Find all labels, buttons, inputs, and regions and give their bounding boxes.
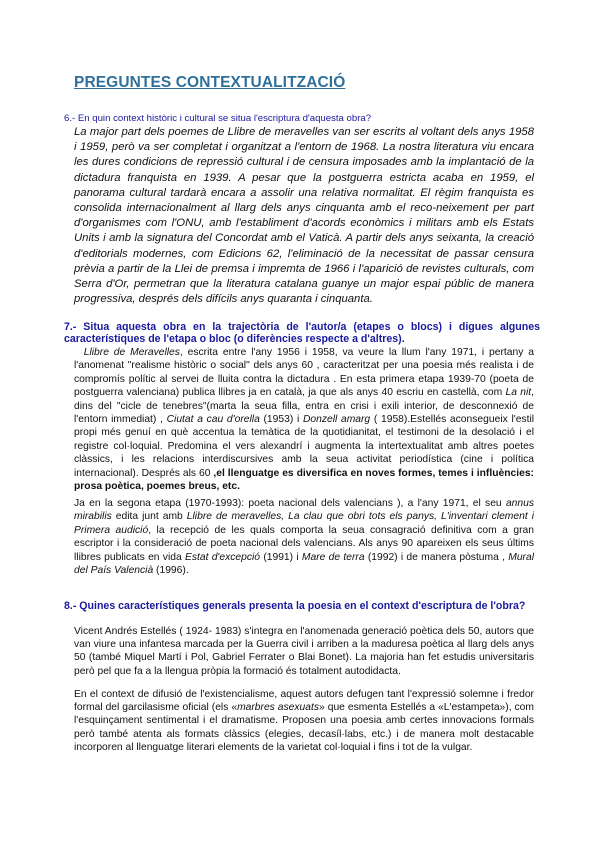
text-segment: En el context de difusió de l'existencialisme, aquest autors defugen tant l'expressió solemne i fredor formal del garcilasisme oficial (els « bbox=[74, 689, 534, 714]
book-title-la-nit: La nit bbox=[505, 387, 532, 399]
text-segment: , escrita entre l'any 1956 i 1958, va veure la llum l'any 1971, i pertany a l'anomenat "realisme històric o social" dels anys 60 , caracteritzat per una poesia més realista i de compromís polític al servei de lluita contra la dictadura . En esta primera etapa 1939-70 (poeta de postguerra valenciana) publica llibres ja en català, ja que als anys 40 escriu en castellà, com bbox=[74, 347, 534, 399]
book-title-llibre-de-meravelles: Llibre de Meravelles bbox=[83, 347, 180, 358]
answer-8-paragraph-2 bbox=[74, 688, 534, 754]
text-segment: , dins del "cicle de tenebres"(marta la seua filla, entra en crisi i exili interior, de desconnexió de l'entorn immediat) , bbox=[74, 387, 534, 426]
book-title-estat-dexcepcio: Estat d'excepció bbox=[184, 551, 261, 563]
question-7: 7.- Situa aquesta obra en la trajectòria de l'autor/a (etapes o blocs) i digues algunes característiques de l'etapa o bloc (o diferències respecte a d'altres). bbox=[64, 321, 540, 345]
text-segment: Ja en la segona etapa (1970-1993): poeta nacional dels valencians ), a l'any 1971, el seu bbox=[74, 498, 506, 509]
page-title: PREGUNTES CONTEXTUALITZACIÓ bbox=[74, 74, 346, 91]
text-segment: ( 1958).Estellés aconsegueix l'estil propi més genuí en què accentua la temàtica de la quotidianitat, el testimoni de la desolació i el registre col·loquial. Predomina el vers alexandrí i augmenta la intertextualitat amb altres poetes clàssics, i les relacions interdiscursives amb la seua activitat periodística (cine i política internacional). Després als 60 bbox=[74, 414, 535, 479]
bold-highlight: ,el llenguatge es diversifica en noves formes, temes i influències: prosa poètica, poemes breus, etc. bbox=[74, 467, 534, 493]
book-titles-list: Llibre de meravelles, La clau que obri tots els panys, L'inventari clement i Primera audició bbox=[74, 511, 535, 536]
answer-7-paragraph-1 bbox=[74, 346, 534, 493]
book-title-ciutat-a-cau-dorella: Ciutat a cau d'orella bbox=[166, 414, 260, 426]
text-segment: , la recepció de les quals comporta la seua consagració definitiva com a gran escriptor i la consideració de poeta nacional dels valencians. Als anys 90 apareixen els seus últims llibres publicats en vida bbox=[74, 524, 534, 563]
text-segment: (1953) i bbox=[259, 414, 303, 426]
answer-6: La major part dels poemes de Llibre de meravelles van ser escrits al voltant dels anys 1958 i 1959, però va ser completat i organitzat a l'entorn de 1968. La nostra literatura viu encara les dures condicions de repressió cultural i de censura imposades amb la implantació de la dictadura franquista en 1939. A pesar que la postguerra estricta acaba en 1959, el panorama cultural tardarà encara a assolir una relativa normalitat. El règim franquista es consolida internacionalment al llarg dels anys cinquanta amb el reco-neixement per part d'organismes com l'ONU, amb l'establiment d'acords econòmics i militars amb els Estats Units i amb la signatura del Concordat amb el Vaticà. A partir dels anys seixanta, la creació d'editorials modernes, com Edicions 62, l'eliminació de la necessitat de passar censura prèvia a partir de la Llei de premsa i impremta de 1966 i l'aparició de revistes culturals, com Serra d'Or, permetran que la literatura catalana guanye un major espai públic de manera progressiva, després dels difícils anys quaranta i cinquanta. bbox=[74, 126, 534, 306]
text-segment: » que esmenta Estellés a «L'estampeta»), com l'esquinçament sentimental i el dramatisme. Proposen una poesia amb certes innovacions formals però també atenta als formats clàssics (elegies, decasíl·labs, etc.) i de manera molt destacable incorporen al llenguatge literari elements de la varietat col·loquial i fins i tot de la vulgar. bbox=[74, 702, 534, 753]
text-segment: (1991) i bbox=[260, 551, 302, 563]
answer-7-paragraph-2 bbox=[74, 497, 534, 577]
text-segment: edita junt amb bbox=[111, 511, 187, 523]
question-8: 8.- Quines característiques generals presenta la poesia en el context d'escriptura de l'obra? bbox=[64, 600, 526, 612]
phrase-annus-mirabilis: annus mirabilis bbox=[74, 498, 534, 523]
phrase-marbres-asexuats: marbres asexuats bbox=[237, 702, 320, 714]
book-title-mare-de-terra: Mare de terra bbox=[301, 551, 365, 563]
answer-8-paragraph-1: Vicent Andrés Estellés ( 1924- 1983) s'integra en l'anomenada generació poètica dels 50, autors que van viure una infantesa marcada per la Guerra civil i arriben a la maduresa poètica al llarg dels anys 50 (també Miquel Martí i Pol, Gabriel Ferrater o Blai Bonet). La majoria han fet estudis universitaris però pel que fa a la llengua pròpia la formació és totalment autodidacta. bbox=[74, 626, 534, 677]
text-segment: (1996). bbox=[153, 565, 189, 577]
book-title-mural-del-pais-valencia: Mural del País Valencià bbox=[74, 551, 534, 577]
book-title-donzell-amarg: Donzell amarg bbox=[302, 414, 371, 426]
question-6: 6.- En quin context històric i cultural se situa l'escriptura d'aquesta obra? bbox=[64, 113, 372, 124]
text-segment: (1992) i de manera pòstuma , bbox=[364, 551, 509, 563]
